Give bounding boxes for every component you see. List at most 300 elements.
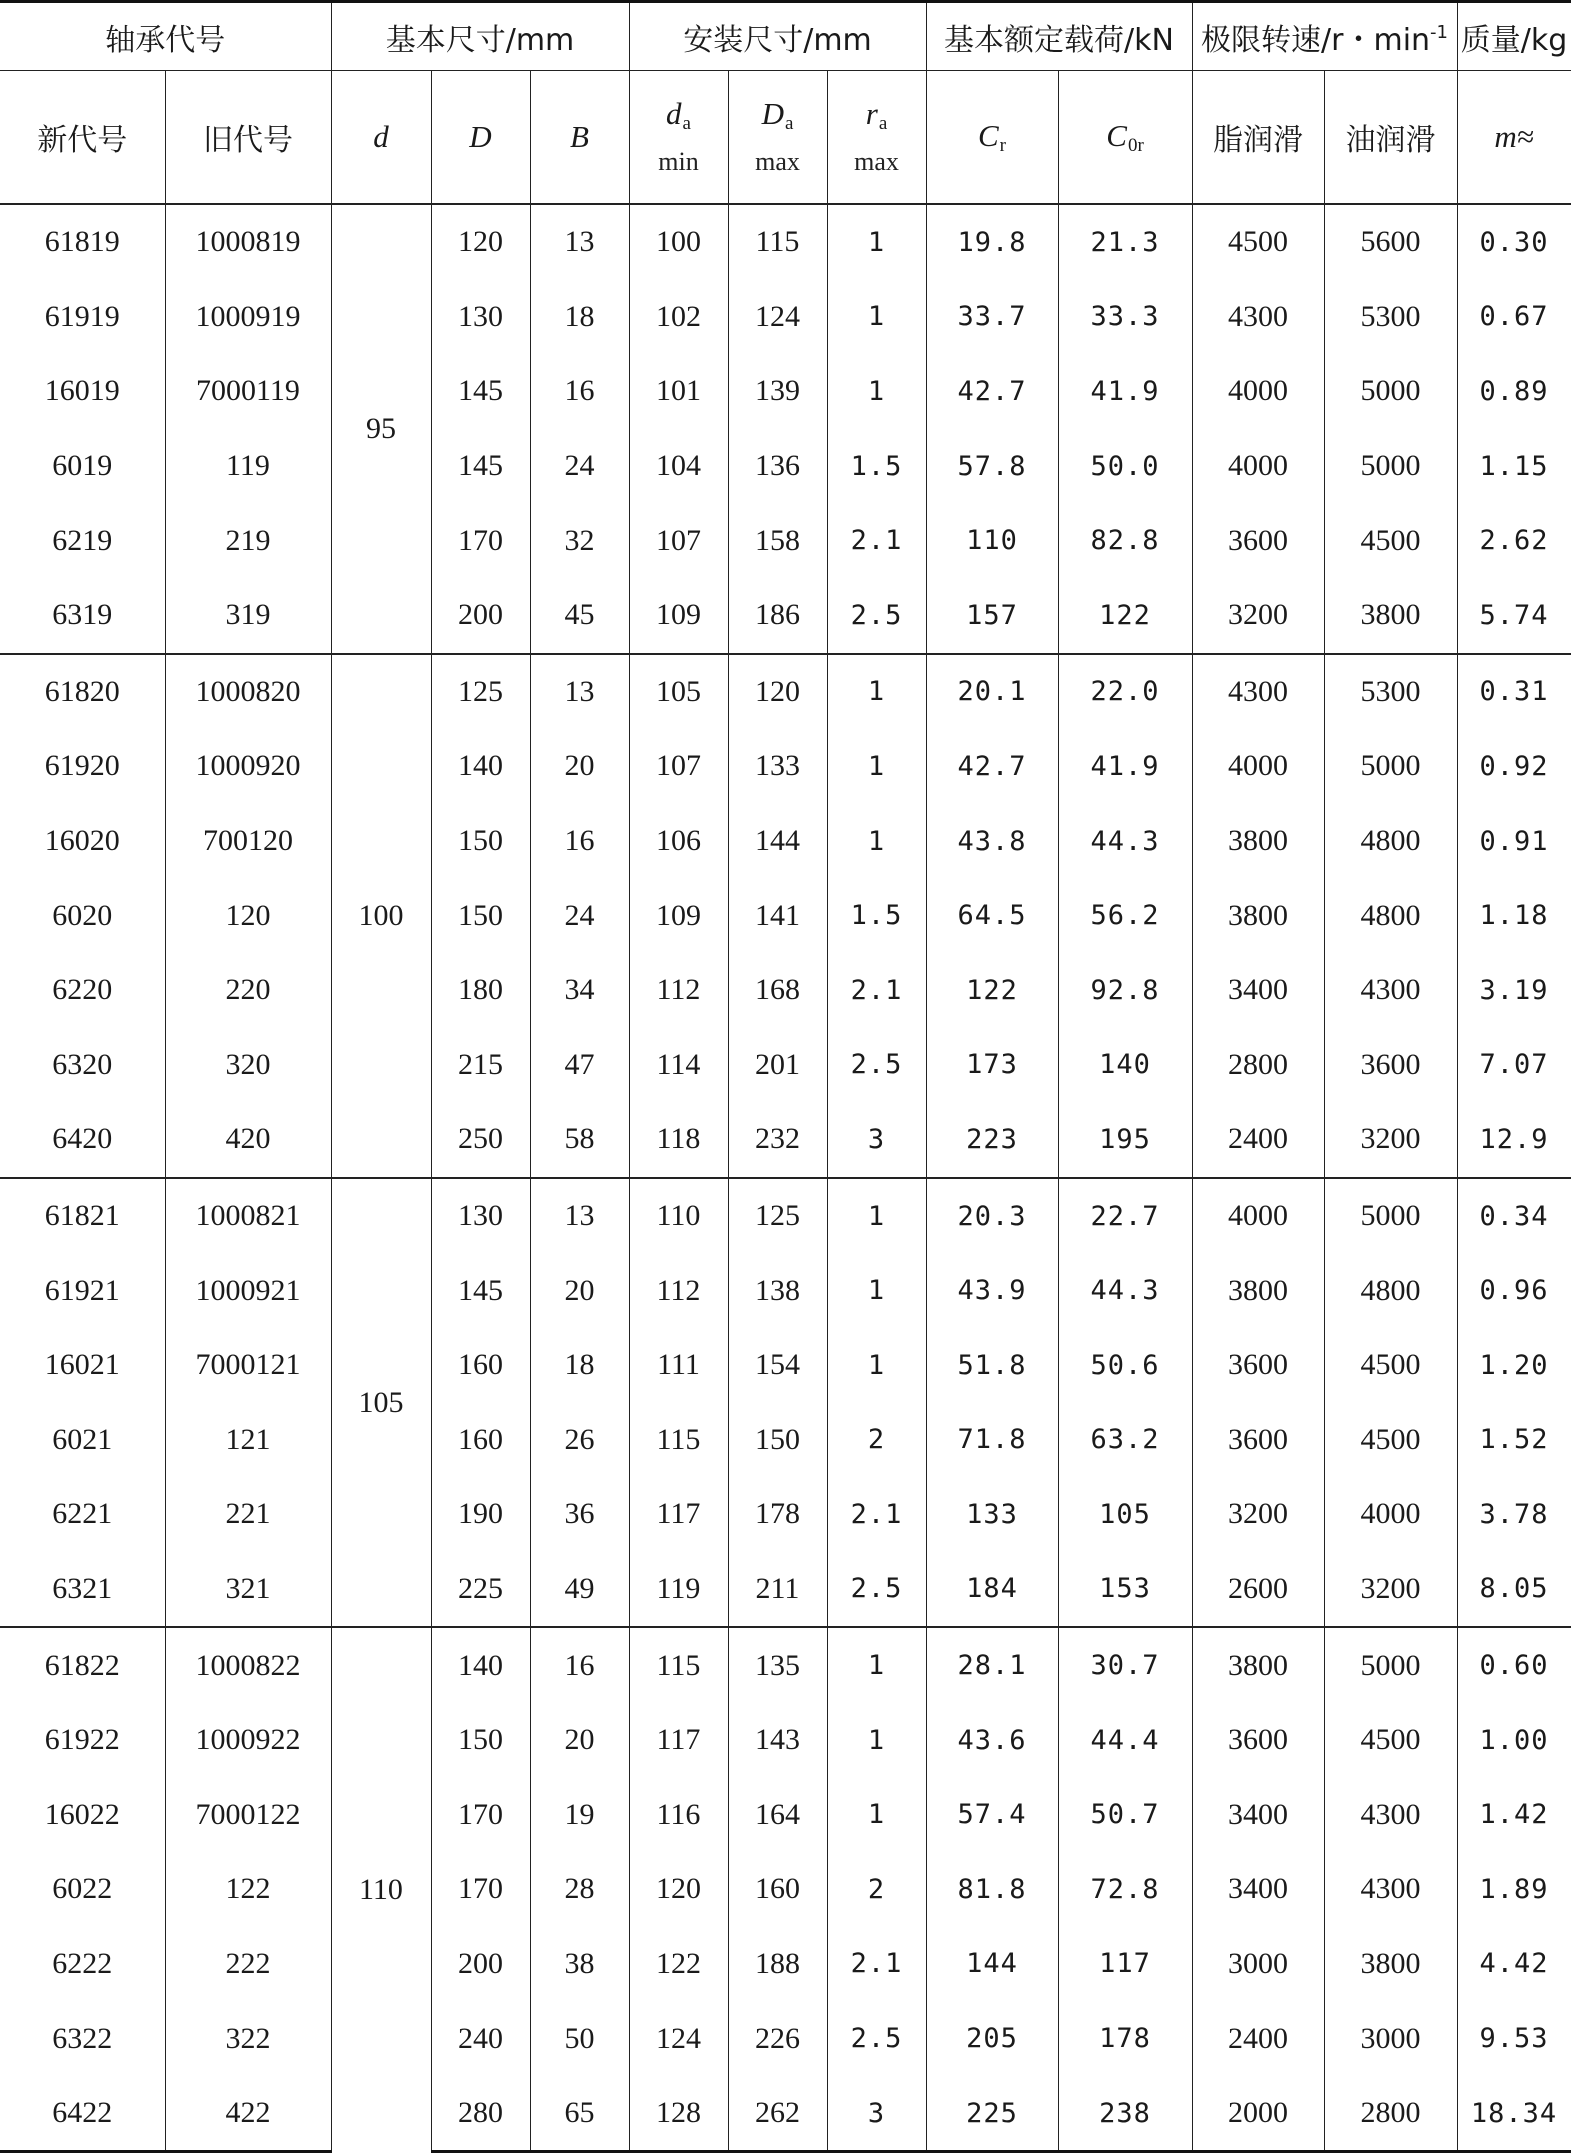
table-cell: 18 xyxy=(530,280,629,355)
col-mass: m≈ xyxy=(1457,71,1571,205)
table-cell: 120 xyxy=(165,878,331,953)
col-grease-lubrication: 脂润滑 xyxy=(1192,71,1324,205)
col-Da-symbol: $D_a$ xyxy=(761,96,794,134)
table-cell: 121 xyxy=(165,1403,331,1478)
table-cell: 150 xyxy=(728,1403,827,1478)
table-cell: 3400 xyxy=(1192,1777,1324,1852)
table-cell: 22.7 xyxy=(1058,1178,1192,1254)
table-cell: 4300 xyxy=(1324,1777,1457,1852)
table-cell: 184 xyxy=(926,1552,1058,1628)
table-cell: 168 xyxy=(728,953,827,1028)
table-cell: 0.34 xyxy=(1457,1178,1571,1254)
table-cell: 105 xyxy=(629,654,728,730)
table-cell: 2 xyxy=(827,1403,926,1478)
table-cell: 2.1 xyxy=(827,1477,926,1552)
table-cell: 16019 xyxy=(0,354,165,429)
table-cell: 190 xyxy=(431,1477,530,1552)
table-cell: 2000 xyxy=(1192,2076,1324,2152)
table-cell: 1 xyxy=(827,1777,926,1852)
table-cell: 122 xyxy=(926,953,1058,1028)
table-row xyxy=(0,1777,1571,1852)
table-row xyxy=(0,953,1571,1028)
table-cell: 50.0 xyxy=(1058,429,1192,504)
table-cell: 24 xyxy=(530,878,629,953)
col-ra-limit: max xyxy=(854,147,899,176)
table-cell: 1 xyxy=(827,1253,926,1328)
table-cell: 3800 xyxy=(1192,1627,1324,1703)
table-cell: 112 xyxy=(629,1253,728,1328)
table-row xyxy=(0,654,1571,730)
table-cell: 0.89 xyxy=(1457,354,1571,429)
table-row xyxy=(0,878,1571,953)
table-cell: 222 xyxy=(165,1927,331,2002)
table-cell: 6322 xyxy=(0,2001,165,2076)
col-da-min xyxy=(629,71,728,205)
table-cell: 5000 xyxy=(1324,429,1457,504)
table-cell: 2.62 xyxy=(1457,503,1571,578)
table-cell: 50 xyxy=(530,2001,629,2076)
table-cell: 0.31 xyxy=(1457,654,1571,730)
table-cell: 140 xyxy=(431,1627,530,1703)
table-cell: 1000920 xyxy=(165,729,331,804)
table-cell: 1 xyxy=(827,1328,926,1403)
table-cell: 140 xyxy=(1058,1028,1192,1103)
table-cell: 122 xyxy=(629,1927,728,2002)
table-cell: 61921 xyxy=(0,1253,165,1328)
table-cell: 215 xyxy=(431,1028,530,1103)
table-cell: 51.8 xyxy=(926,1328,1058,1403)
table-cell: 3200 xyxy=(1192,1477,1324,1552)
table-cell: 139 xyxy=(728,354,827,429)
table-cell: 201 xyxy=(728,1028,827,1103)
table-cell: 107 xyxy=(629,729,728,804)
table-cell: 44.4 xyxy=(1058,1703,1192,1778)
table-cell: 1 xyxy=(827,1703,926,1778)
table-row xyxy=(0,280,1571,355)
table-cell: 232 xyxy=(728,1102,827,1178)
table-cell: 5000 xyxy=(1324,1627,1457,1703)
table-cell: 45 xyxy=(530,578,629,654)
table-cell: 3600 xyxy=(1192,1703,1324,1778)
table-cell: 133 xyxy=(728,729,827,804)
table-cell: 180 xyxy=(431,953,530,1028)
table-cell: 56.2 xyxy=(1058,878,1192,953)
table-cell: 61822 xyxy=(0,1627,165,1703)
table-cell: 20 xyxy=(530,1253,629,1328)
table-cell: 3800 xyxy=(1192,1253,1324,1328)
table-cell: 20.1 xyxy=(926,654,1058,730)
table-cell: 128 xyxy=(629,2076,728,2152)
table-cell: 20 xyxy=(530,1703,629,1778)
table-cell: 6220 xyxy=(0,953,165,1028)
table-cell: 238 xyxy=(1058,2076,1192,2152)
table-cell: 19.8 xyxy=(926,204,1058,280)
col-C0r: $C_{0r}$ xyxy=(1058,71,1192,205)
table-cell: 110 xyxy=(926,503,1058,578)
table-cell: 321 xyxy=(165,1552,331,1628)
col-Cr: $C_r$ xyxy=(926,71,1058,205)
header-mass: 质量/kg xyxy=(1457,2,1571,71)
table-cell: 119 xyxy=(165,429,331,504)
table-cell: 41.9 xyxy=(1058,354,1192,429)
table-row xyxy=(0,1552,1571,1628)
table-cell: 9.53 xyxy=(1457,2001,1571,2076)
table-cell: 19 xyxy=(530,1777,629,1852)
table-cell: 50.6 xyxy=(1058,1328,1192,1403)
table-cell: 262 xyxy=(728,2076,827,2152)
table-cell: 6219 xyxy=(0,503,165,578)
table-cell: 58 xyxy=(530,1102,629,1178)
table-cell: 4300 xyxy=(1324,953,1457,1028)
table-row xyxy=(0,204,1571,280)
table-cell: 6019 xyxy=(0,429,165,504)
table-cell: 5600 xyxy=(1324,204,1457,280)
table-cell: 16022 xyxy=(0,1777,165,1852)
table-cell: 0.67 xyxy=(1457,280,1571,355)
table-cell: 1 xyxy=(827,354,926,429)
table-cell: 7.07 xyxy=(1457,1028,1571,1103)
table-cell: 3600 xyxy=(1192,1328,1324,1403)
table-cell: 2800 xyxy=(1192,1028,1324,1103)
table-cell: 1.42 xyxy=(1457,1777,1571,1852)
table-cell: 44.3 xyxy=(1058,1253,1192,1328)
table-row xyxy=(0,1403,1571,1478)
cell-d-bore: 105 xyxy=(331,1178,431,1628)
table-cell: 4000 xyxy=(1192,1178,1324,1254)
table-row xyxy=(0,1102,1571,1178)
table-cell: 115 xyxy=(629,1403,728,1478)
table-cell: 7000121 xyxy=(165,1328,331,1403)
table-cell: 16 xyxy=(530,804,629,879)
table-cell: 3200 xyxy=(1192,578,1324,654)
table-cell: 117 xyxy=(1058,1927,1192,2002)
header-bearing-code: 轴承代号 xyxy=(0,2,331,71)
table-cell: 4500 xyxy=(1324,1403,1457,1478)
table-cell: 1.00 xyxy=(1457,1703,1571,1778)
table-cell: 4300 xyxy=(1192,280,1324,355)
table-cell: 3000 xyxy=(1324,2001,1457,2076)
col-Da-limit: max xyxy=(755,147,800,176)
table-cell: 107 xyxy=(629,503,728,578)
col-Da-max xyxy=(728,71,827,205)
table-cell: 28.1 xyxy=(926,1627,1058,1703)
table-cell: 118 xyxy=(629,1102,728,1178)
table-cell: 61922 xyxy=(0,1703,165,1778)
table-cell: 1 xyxy=(827,729,926,804)
table-cell: 4800 xyxy=(1324,1253,1457,1328)
table-row xyxy=(0,1253,1571,1328)
table-cell: 2800 xyxy=(1324,2076,1457,2152)
table-cell: 3400 xyxy=(1192,953,1324,1028)
table-cell: 2.5 xyxy=(827,2001,926,2076)
table-cell: 7000119 xyxy=(165,354,331,429)
table-cell: 1000821 xyxy=(165,1178,331,1254)
table-cell: 3800 xyxy=(1192,804,1324,879)
header-basic-dimensions: 基本尺寸/mm xyxy=(331,2,629,71)
table-cell: 3 xyxy=(827,1102,926,1178)
table-cell: 223 xyxy=(926,1102,1058,1178)
table-cell: 24 xyxy=(530,429,629,504)
table-cell: 3600 xyxy=(1324,1028,1457,1103)
table-cell: 0.91 xyxy=(1457,804,1571,879)
table-cell: 63.2 xyxy=(1058,1403,1192,1478)
table-cell: 3 xyxy=(827,2076,926,2152)
col-d: d xyxy=(331,71,431,205)
table-cell: 71.8 xyxy=(926,1403,1058,1478)
table-cell: 6420 xyxy=(0,1102,165,1178)
table-cell: 20.3 xyxy=(926,1178,1058,1254)
table-cell: 1 xyxy=(827,1178,926,1254)
table-cell: 160 xyxy=(728,1852,827,1927)
table-cell: 1000922 xyxy=(165,1703,331,1778)
table-cell: 106 xyxy=(629,804,728,879)
table-cell: 4500 xyxy=(1324,1328,1457,1403)
table-cell: 82.8 xyxy=(1058,503,1192,578)
table-cell: 2400 xyxy=(1192,1102,1324,1178)
table-cell: 186 xyxy=(728,578,827,654)
table-row xyxy=(0,1627,1571,1703)
table-row xyxy=(0,1852,1571,1927)
table-cell: 219 xyxy=(165,503,331,578)
table-cell: 145 xyxy=(431,429,530,504)
table-cell: 4000 xyxy=(1324,1477,1457,1552)
table-cell: 4300 xyxy=(1324,1852,1457,1927)
table-cell: 178 xyxy=(1058,2001,1192,2076)
table-cell: 101 xyxy=(629,354,728,429)
table-cell: 170 xyxy=(431,1852,530,1927)
table-cell: 135 xyxy=(728,1627,827,1703)
table-cell: 72.8 xyxy=(1058,1852,1192,1927)
col-da-symbol: $d_a$ xyxy=(666,96,691,134)
table-cell: 102 xyxy=(629,280,728,355)
col-old-code: 旧代号 xyxy=(165,71,331,205)
table-cell: 3.19 xyxy=(1457,953,1571,1028)
table-cell: 1.5 xyxy=(827,878,926,953)
table-cell: 1.15 xyxy=(1457,429,1571,504)
table-cell: 1 xyxy=(827,654,926,730)
table-cell: 6022 xyxy=(0,1852,165,1927)
table-cell: 160 xyxy=(431,1403,530,1478)
table-cell: 4.42 xyxy=(1457,1927,1571,2002)
table-cell: 2.5 xyxy=(827,1028,926,1103)
table-cell: 120 xyxy=(431,204,530,280)
col-ra-max xyxy=(827,71,926,205)
table-cell: 33.3 xyxy=(1058,280,1192,355)
table-cell: 116 xyxy=(629,1777,728,1852)
table-cell: 0.30 xyxy=(1457,204,1571,280)
table-cell: 21.3 xyxy=(1058,204,1192,280)
table-cell: 1000820 xyxy=(165,654,331,730)
table-cell: 7000122 xyxy=(165,1777,331,1852)
table-cell: 109 xyxy=(629,878,728,953)
table-cell: 200 xyxy=(431,578,530,654)
table-cell: 3800 xyxy=(1324,1927,1457,2002)
table-cell: 22.0 xyxy=(1058,654,1192,730)
table-row xyxy=(0,1028,1571,1103)
table-cell: 150 xyxy=(431,1703,530,1778)
table-cell: 13 xyxy=(530,654,629,730)
table-cell: 64.5 xyxy=(926,878,1058,953)
table-cell: 20 xyxy=(530,729,629,804)
header-mounting-dimensions: 安装尺寸/mm xyxy=(629,2,926,71)
table-row xyxy=(0,729,1571,804)
table-cell: 61821 xyxy=(0,1178,165,1254)
table-cell: 1.52 xyxy=(1457,1403,1571,1478)
table-cell: 170 xyxy=(431,503,530,578)
table-cell: 49 xyxy=(530,1552,629,1628)
table-cell: 3400 xyxy=(1192,1852,1324,1927)
table-cell: 38 xyxy=(530,1927,629,2002)
table-cell: 319 xyxy=(165,578,331,654)
table-cell: 61820 xyxy=(0,654,165,730)
table-cell: 160 xyxy=(431,1328,530,1403)
table-cell: 1.18 xyxy=(1457,878,1571,953)
table-row xyxy=(0,429,1571,504)
col-ra-symbol: $r_a$ xyxy=(865,96,888,134)
table-cell: 4000 xyxy=(1192,429,1324,504)
table-cell: 3200 xyxy=(1324,1102,1457,1178)
table-cell: 4500 xyxy=(1324,1703,1457,1778)
table-cell: 3.78 xyxy=(1457,1477,1571,1552)
header-group-row xyxy=(0,2,1571,71)
table-cell: 157 xyxy=(926,578,1058,654)
table-cell: 130 xyxy=(431,1178,530,1254)
table-cell: 145 xyxy=(431,354,530,429)
table-cell: 226 xyxy=(728,2001,827,2076)
table-cell: 150 xyxy=(431,804,530,879)
table-cell: 109 xyxy=(629,578,728,654)
table-cell: 5000 xyxy=(1324,1178,1457,1254)
header-limiting-speed-exponent: -1 xyxy=(1430,21,1448,43)
header-column-row xyxy=(0,71,1571,205)
table-cell: 1.20 xyxy=(1457,1328,1571,1403)
table-cell: 92.8 xyxy=(1058,953,1192,1028)
table-cell: 4000 xyxy=(1192,354,1324,429)
table-cell: 144 xyxy=(728,804,827,879)
table-row xyxy=(0,354,1571,429)
table-cell: 5000 xyxy=(1324,354,1457,429)
cell-d-bore: 100 xyxy=(331,654,431,1178)
table-cell: 200 xyxy=(431,1927,530,2002)
table-cell: 420 xyxy=(165,1102,331,1178)
table-cell: 3600 xyxy=(1192,1403,1324,1478)
table-cell: 61920 xyxy=(0,729,165,804)
table-cell: 16021 xyxy=(0,1328,165,1403)
table-cell: 1.5 xyxy=(827,429,926,504)
table-cell: 153 xyxy=(1058,1552,1192,1628)
table-cell: 240 xyxy=(431,2001,530,2076)
table-cell: 124 xyxy=(728,280,827,355)
table-cell: 225 xyxy=(431,1552,530,1628)
table-row xyxy=(0,804,1571,879)
table-cell: 114 xyxy=(629,1028,728,1103)
table-cell: 43.6 xyxy=(926,1703,1058,1778)
table-cell: 112 xyxy=(629,953,728,1028)
table-cell: 18.34 xyxy=(1457,2076,1571,2152)
table-row xyxy=(0,578,1571,654)
table-cell: 6020 xyxy=(0,878,165,953)
table-cell: 12.9 xyxy=(1457,1102,1571,1178)
table-cell: 18 xyxy=(530,1328,629,1403)
table-cell: 36 xyxy=(530,1477,629,1552)
table-cell: 130 xyxy=(431,280,530,355)
table-cell: 195 xyxy=(1058,1102,1192,1178)
table-row xyxy=(0,2076,1571,2152)
table-cell: 117 xyxy=(629,1477,728,1552)
table-cell: 16 xyxy=(530,1627,629,1703)
table-cell: 34 xyxy=(530,953,629,1028)
table-cell: 158 xyxy=(728,503,827,578)
table-cell: 4800 xyxy=(1324,804,1457,879)
table-cell: 2600 xyxy=(1192,1552,1324,1628)
table-body xyxy=(0,204,1571,2152)
col-new-code: 新代号 xyxy=(0,71,165,205)
table-cell: 0.60 xyxy=(1457,1627,1571,1703)
table-cell: 42.7 xyxy=(926,729,1058,804)
table-header xyxy=(0,2,1571,205)
table-cell: 115 xyxy=(728,204,827,280)
table-cell: 221 xyxy=(165,1477,331,1552)
table-cell: 322 xyxy=(165,2001,331,2076)
table-cell: 30.7 xyxy=(1058,1627,1192,1703)
table-cell: 6221 xyxy=(0,1477,165,1552)
table-cell: 1000819 xyxy=(165,204,331,280)
table-cell: 173 xyxy=(926,1028,1058,1103)
table-cell: 144 xyxy=(926,1927,1058,2002)
table-cell: 33.7 xyxy=(926,280,1058,355)
table-cell: 150 xyxy=(431,878,530,953)
table-row xyxy=(0,1477,1571,1552)
table-cell: 2.1 xyxy=(827,503,926,578)
table-cell: 164 xyxy=(728,1777,827,1852)
table-cell: 65 xyxy=(530,2076,629,2152)
table-cell: 16 xyxy=(530,354,629,429)
table-cell: 47 xyxy=(530,1028,629,1103)
table-cell: 57.8 xyxy=(926,429,1058,504)
col-oil-lubrication: 油润滑 xyxy=(1324,71,1457,205)
table-cell: 111 xyxy=(629,1328,728,1403)
table-cell: 4800 xyxy=(1324,878,1457,953)
table-cell: 13 xyxy=(530,1178,629,1254)
table-cell: 32 xyxy=(530,503,629,578)
table-cell: 1 xyxy=(827,804,926,879)
table-cell: 57.4 xyxy=(926,1777,1058,1852)
cell-d-bore: 95 xyxy=(331,204,431,654)
col-da-limit: min xyxy=(658,147,699,176)
table-cell: 2.5 xyxy=(827,578,926,654)
table-cell: 42.7 xyxy=(926,354,1058,429)
table-cell: 44.3 xyxy=(1058,804,1192,879)
table-cell: 1000919 xyxy=(165,280,331,355)
header-basic-load-rating: 基本额定载荷/kN xyxy=(926,2,1192,71)
table-cell: 2.1 xyxy=(827,953,926,1028)
table-cell: 124 xyxy=(629,2001,728,2076)
table-row xyxy=(0,1328,1571,1403)
table-cell: 178 xyxy=(728,1477,827,1552)
table-cell: 225 xyxy=(926,2076,1058,2152)
table-cell: 4000 xyxy=(1192,729,1324,804)
table-cell: 3800 xyxy=(1192,878,1324,953)
table-cell: 3200 xyxy=(1324,1552,1457,1628)
table-cell: 122 xyxy=(1058,578,1192,654)
table-cell: 188 xyxy=(728,1927,827,2002)
table-cell: 211 xyxy=(728,1552,827,1628)
table-cell: 43.9 xyxy=(926,1253,1058,1328)
table-cell: 110 xyxy=(629,1178,728,1254)
table-cell: 422 xyxy=(165,2076,331,2152)
table-cell: 141 xyxy=(728,878,827,953)
table-cell: 138 xyxy=(728,1253,827,1328)
